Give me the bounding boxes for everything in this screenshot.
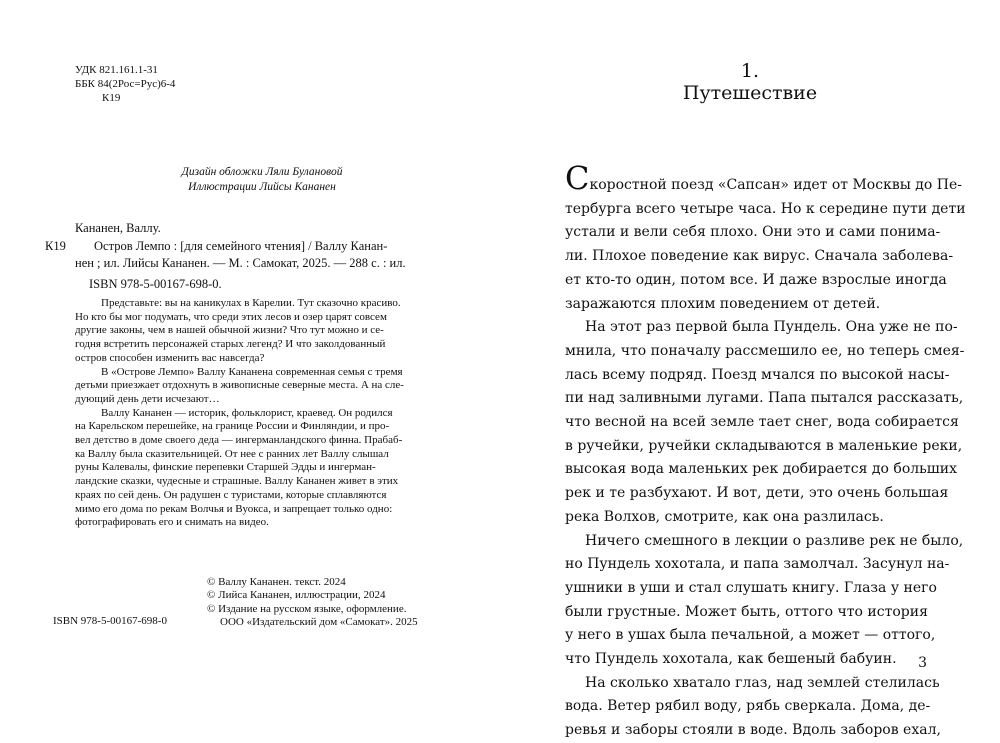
cover-design-credit: Дизайн обложки Ляли Булановой [181,166,343,178]
bib-title-line: Остров Лемпо : [для семейного чтения] / Валлу Канан- [94,239,388,253]
text-line: ревья и заборы стояли в воде. Вдоль заборов ехал, [565,722,941,739]
udk-code: УДК 821.161.1-31 [75,64,158,76]
annotation-line: дующий день дети исчезают… [75,392,220,405]
text-line: Ничего смешного в лекции о разливе рек не было, [585,532,964,549]
text-line: что весной на всей земле тает снег, вода собирается [565,414,959,431]
body-text [565,159,966,743]
copyright-line: © Валлу Кананен. текст. 2024 [207,576,346,588]
text-line: устали и вели себя плохо. Они это и сами понима- [565,224,941,241]
right-page [500,0,1000,739]
annotation-line: другие законы, чем в нашей обычной жизни? Что тут можно и се- [75,324,384,337]
text-line: река Волхов, смотрите, как она разлилась. [565,508,884,525]
text-line: пи над заливными лугами. Папа пытался рассказать, [565,390,964,407]
annotation-line: детьми приезжает отдохнуть в живописные северные места. А на сле- [75,379,404,392]
text-line: На сколько хватало глаз, над землей стелилась [585,674,940,691]
drop-cap: С [565,159,590,197]
annotation-line: руны Калевалы, финские перепевки Старшей Эдды и ингерман- [75,461,376,474]
annotation [75,297,445,530]
text-line: ли. Плохое поведение как вирус. Сначала заболева- [565,248,954,265]
text-line: в ручейки, ручейки складываются в маленькие реки, [565,437,963,454]
text-line: тербурга всего четыре часа. Но к середине пути дети [565,200,966,217]
annotation-line: Валлу Кананен — историк, фольклорист, краевед. Он родился [101,406,393,419]
bib-publisher-line: нен ; ил. Лийсы Кананен. — М. : Самокат, 2025. — 288 с. : ил. [75,256,406,270]
chapter-number: 1. [740,60,760,82]
annotation-line: мимо его дома по рекам Волчья и Вуокса, и запрещает только одно: [75,502,393,515]
text-line: Скоростной поезд «Сапсан» идет от Москвы до Пе- [565,159,963,197]
copyright-line: © Лийса Кананен, иллюстрации, 2024 [207,589,386,602]
text-line: ет кто-то один, потом все. И даже взрослые иногда [565,271,947,288]
text-line: но Пундель хохотала, и папа замолчал. Засунул на- [565,556,950,573]
credits [100,165,424,195]
annotation-line: ландские сказки, чудесные и страшные. Валлу Кананен живет в этих [75,475,399,488]
text-line: На этот раз первой была Пундель. Она уже не по- [585,319,958,336]
text-line: вода. Ветер рябил воду, рябь сверкала. Дома, де- [565,698,931,715]
bbk-code: ББК 84(2Рос=Рус)6-4 [75,78,176,90]
text-line: ушники в уши и стал слушать книгу. Глаза у него [565,579,937,596]
annotation-line: ка Валлу была сказительницей. От нее с ранних лет Валлу слышал [75,447,389,460]
text-line: заражаются плохим поведением от детей. [565,295,881,312]
text-line: лась всему подряд. Поезд мчался по высокой насы- [565,366,950,383]
annotation-line: Представьте: вы на каникулах в Карелии. Тут сказочно красиво. [101,297,401,309]
classification-codes [75,63,175,105]
text-line: что Пундель хохотала, как бешеный бабуин. [565,651,897,668]
text-line: были грустные. Может быть, оттого что история [565,603,928,620]
bib-code: К19 [45,239,66,253]
text-line: мнила, что поначалу рассмешило ее, но теперь смея- [565,342,965,359]
bib-isbn: ISBN 978-5-00167-698-0. [89,277,222,291]
chapter-title: Путешествие [682,82,818,104]
annotation-line: вел детство в доме своего деда — ингерманландского финна. Прабаб- [75,434,403,447]
isbn-bottom: ISBN 978-5-00167-698-0 [53,615,167,627]
left-page [0,0,500,703]
copyright-line: ООО «Издательский дом «Самокат». 2025 [220,615,418,628]
text-line: рек и те разбухают. И вот, дети, это очень большая [565,485,949,502]
annotation-line: остров способен изменить вас навсегда? [75,351,265,364]
annotation-line: годня встретить персонажей старых легенд? И что заколдованный [75,338,386,351]
annotation-line: фотографировать его и снимать на видео. [75,516,269,529]
text-line: у него в ушах была печальной, а может — оттого, [565,627,936,644]
text-line: высокая вода маленьких рек добирается до больших [565,461,958,478]
annotation-line: В «Острове Лемпо» Валлу Кананена современная семья с тремя [101,365,403,378]
page-number: 3 [918,655,927,671]
annotation-line: на Карельском перешейке, на границе России и Финляндии, и про- [75,420,390,433]
illustrations-credit: Иллюстрации Лийсы Кананен [188,181,336,193]
annotation-line: краях по сей день. Он радушен с туристами, которые сплавляются [75,488,387,501]
author-mark: К19 [102,92,121,104]
annotation-line: Но кто бы мог подумать, что среди этих лесов и озер царят совсем [75,310,387,323]
copyright-block [207,576,418,629]
copyright-line: © Издание на русском языке, оформление. [207,602,407,615]
bib-author: Кананен, Валлу. [75,221,161,235]
